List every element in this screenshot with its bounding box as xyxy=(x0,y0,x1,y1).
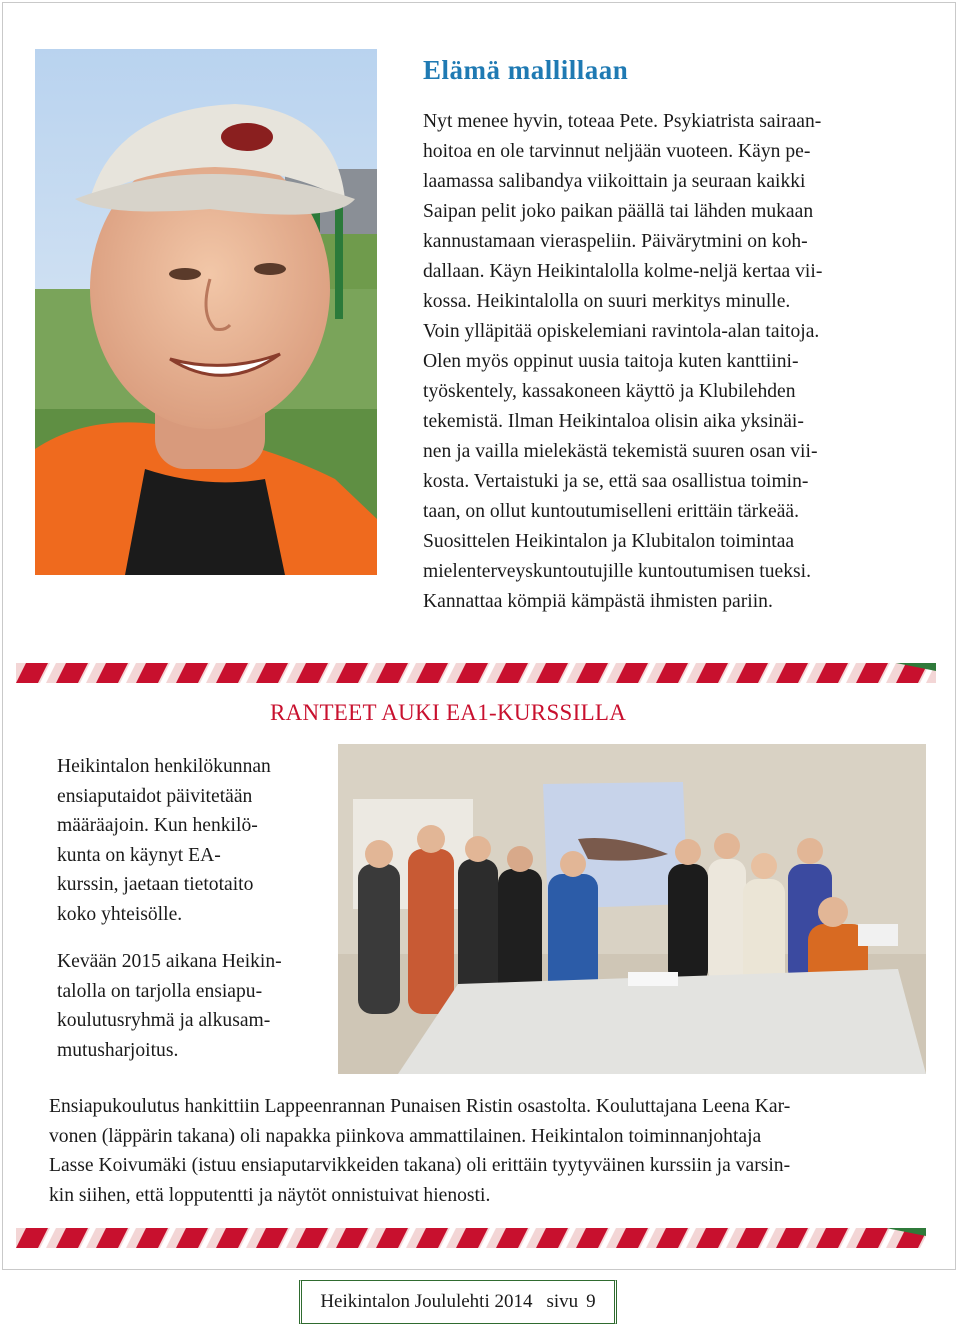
article-line: kannustamaan vieraspeliin. Päivärytmini on koh- xyxy=(423,231,808,252)
article-line: tekemistä. Ilman Heikintaloa olisin aika yksinäi- xyxy=(423,411,804,432)
article-line: Olen myös oppinut uusia taitoja kuten kanttiini- xyxy=(423,351,799,372)
article-line: mielenterveyskuntoutujille kuntoutumisen tueksi. xyxy=(423,561,812,582)
side-paragraph xyxy=(57,752,327,929)
article-line: Suosittelen Heikintalon ja Klubitalon toimintaa xyxy=(423,531,795,552)
article-line: hoitoa en ole tarvinnut neljään vuoteen. Käyn pe- xyxy=(423,141,811,162)
article-body xyxy=(423,107,903,617)
article-line: Kannattaa kömpiä kämpästä ihmisten pariin. xyxy=(423,591,773,612)
page-label: sivu xyxy=(546,1291,579,1312)
side-line: koko yhteisölle. xyxy=(57,903,183,925)
caption-line: Lasse Koivumäki (istuu ensiaputarvikkeiden takana) oli erittäin tyytyväinen kurssiin ja varsin- xyxy=(49,1155,791,1176)
article-line: taan, on ollut kuntoutumiselleni erittäin tärkeää. xyxy=(423,501,799,522)
side-line: mutusharjoitus. xyxy=(57,1039,179,1061)
portrait-photo xyxy=(35,49,377,575)
article-line: työskentely, kassakoneen käyttö ja Klubilehden xyxy=(423,381,796,402)
striped-divider xyxy=(16,663,936,683)
article-line: Voin ylläpitää opiskelemiani ravintola-alan taitoja. xyxy=(423,321,820,342)
caption-line: Ensiapukoulutus hankittiin Lappeenrannan Punaisen Ristin osastolta. Kouluttajana Leena Kar- xyxy=(49,1096,791,1117)
caption-line: vonen (läppärin takana) oli napakka piinkova ammattilainen. Heikintalon toiminnanjohtaja xyxy=(49,1125,762,1147)
article-line: laamassa salibandya viikoittain ja seuraan kaikki xyxy=(423,171,806,192)
article-line: nen ja vailla mielekästä tekemistä suuren osan vii- xyxy=(423,441,818,462)
side-line: määräajoin. Kun henkilö- xyxy=(57,815,258,836)
side-line: kunta on käynyt EA- xyxy=(57,844,221,866)
article-title: Elämä mallillaan xyxy=(423,55,629,85)
publication-name: Heikintalon Joululehti 2014 xyxy=(320,1291,533,1312)
side-line: ensiaputaidot päivitetään xyxy=(57,785,253,807)
article-line: kosta. Vertaistuki ja se, että saa osallistua toimin- xyxy=(423,471,809,492)
striped-divider xyxy=(16,1228,926,1248)
group-photo xyxy=(338,744,926,1074)
article-line: Saipan pelit joko paikan päällä tai lähden mukaan xyxy=(423,201,814,222)
section-title: RANTEET AUKI EA1-KURSSILLA xyxy=(270,700,627,725)
caption-line: kin siihen, että lopputentti ja näytöt onnistuivat hienosti. xyxy=(49,1184,491,1206)
side-paragraph xyxy=(57,947,327,1065)
side-line: Kevään 2015 aikana Heikin- xyxy=(57,951,282,972)
page-footer xyxy=(299,1280,617,1324)
side-line: talolla on tarjolla ensiapu- xyxy=(57,980,263,1002)
article-line: dallaan. Käyn Heikintalolla kolme-neljä kertaa vii- xyxy=(423,261,823,282)
article-line: kossa. Heikintalolla on suuri merkitys minulle. xyxy=(423,291,791,312)
page-number: 9 xyxy=(586,1291,596,1312)
photo-caption xyxy=(49,1092,929,1210)
side-line: kurssin, jaetaan tietotaito xyxy=(57,874,254,895)
article-line: Nyt menee hyvin, toteaa Pete. Psykiatrista sairaan- xyxy=(423,111,822,132)
side-line: Heikintalon henkilökunnan xyxy=(57,756,271,777)
side-line: koulutusryhmä ja alkusam- xyxy=(57,1010,271,1031)
